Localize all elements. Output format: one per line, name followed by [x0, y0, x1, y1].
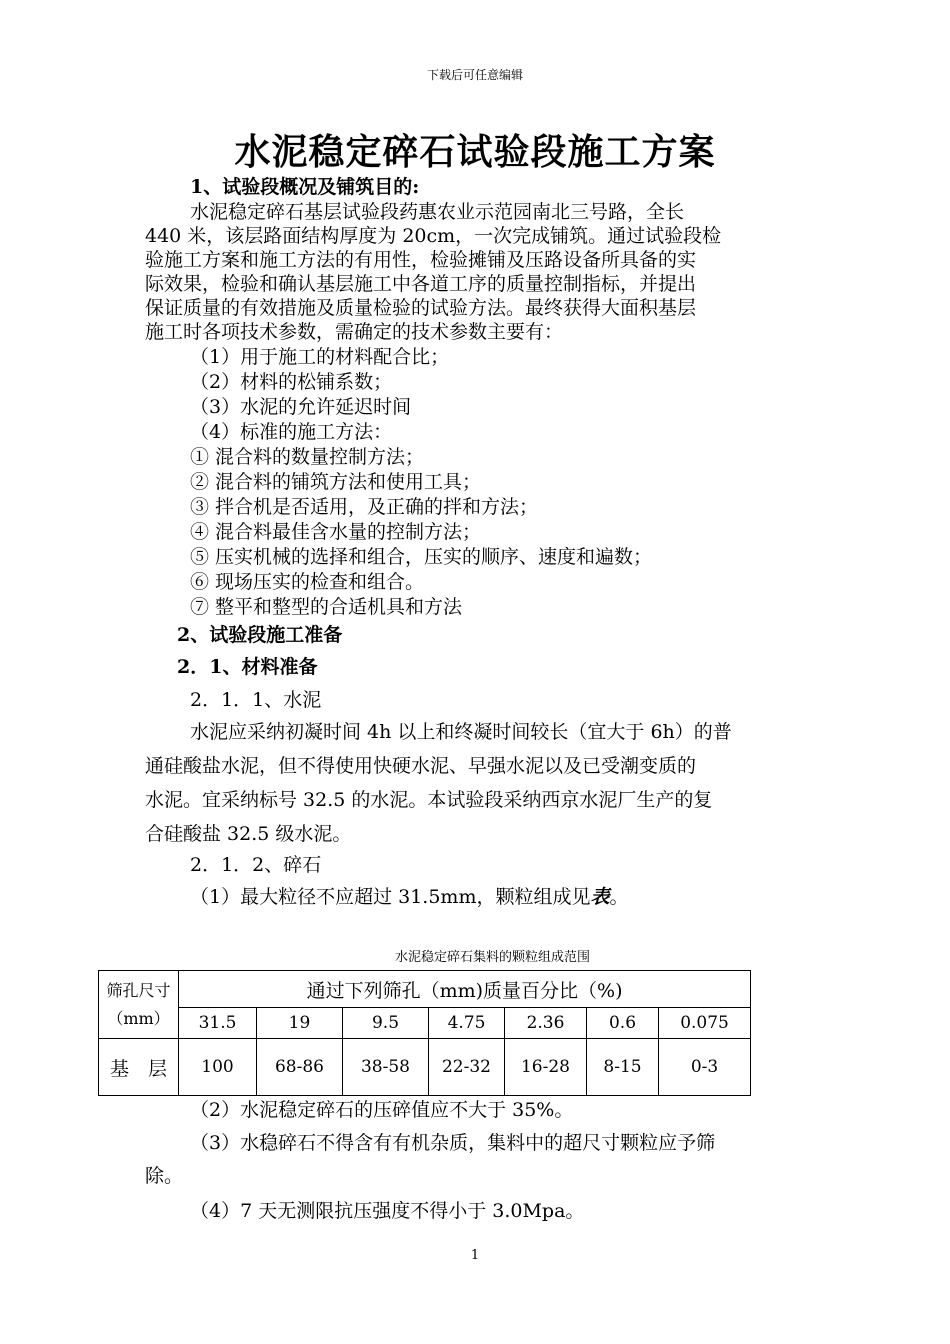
sieve-size-cell: 19 — [257, 1008, 343, 1039]
section1-para-line: 440 米，该层路面结构厚度为 20cm，一次完成铺筑。通过试验段检 — [145, 225, 722, 247]
param-item: （3）水泥的允许延迟时间 — [190, 396, 412, 418]
stone-item-2: （2）水泥稳定碎石的压碎值应不大于 35%。 — [190, 1099, 574, 1121]
sieve-size-cell: 4.75 — [429, 1008, 505, 1039]
document-title: 水泥稳定碎石试验段施工方案 — [234, 131, 716, 173]
cement-para-line: 水泥应采纳初凝时间 4h 以上和终凝时间较长（宜大于 6h）的普 — [190, 721, 732, 743]
stone-item-1-text: （1）最大粒径不应超过 31.5mm，颗粒组成见 — [190, 886, 591, 908]
value-cell: 68-86 — [257, 1039, 343, 1096]
stone-item-3: （3）水稳碎石不得含有有机杂质，集料中的超尺寸颗粒应予筛 — [190, 1132, 716, 1154]
stone-item-1 — [190, 882, 629, 909]
section1-para-line: 际效果，检验和确认基层施工中各道工序的质量控制指标，并提出 — [145, 273, 697, 295]
method-item: ⑦ 整平和整型的合适机具和方法 — [190, 596, 463, 618]
cement-para-line: 合硅酸盐 32.5 级水泥。 — [145, 823, 352, 845]
stone-item-4: （4）7 天无测限抗压强度不得小于 3.0Mpa。 — [190, 1200, 585, 1222]
section1-para-line: 验施工方案和施工方法的有用性，检验摊铺及压路设备所具备的实 — [145, 249, 697, 271]
method-item: ⑤ 压实机械的选择和组合，压实的顺序、速度和遍数； — [190, 546, 653, 568]
row-header-cell — [99, 971, 179, 1039]
sieve-size-cell: 9.5 — [343, 1008, 429, 1039]
method-item: ④ 混合料最佳含水量的控制方法； — [190, 521, 482, 543]
value-cell: 100 — [179, 1039, 257, 1096]
cement-heading: 2．1．1、水泥 — [190, 689, 322, 711]
value-cell: 22-32 — [429, 1039, 505, 1096]
value-cell: 38-58 — [343, 1039, 429, 1096]
sieve-size-cell: 31.5 — [179, 1008, 257, 1039]
page-header: 下载后可任意编辑 — [426, 68, 523, 82]
sieve-size-cell: 2.36 — [505, 1008, 587, 1039]
sieve-size-cell: 0.6 — [587, 1008, 659, 1039]
section1-para-line: 水泥稳定碎石基层试验段药惠农业示范园南北三号路，全长 — [190, 201, 685, 223]
method-item: ③ 拌合机是否适用，及正确的拌和方法； — [190, 496, 539, 518]
param-item: （2）材料的松铺系数； — [190, 371, 393, 393]
grain-size-table — [98, 970, 751, 1096]
stone-item-3-cont: 除。 — [145, 1165, 184, 1187]
subsection-heading: 2．1、材料准备 — [177, 656, 318, 678]
row-header-line: （mm） — [107, 1008, 170, 1028]
page-number: 1 — [470, 1248, 480, 1263]
param-item: （1）用于施工的材料配合比； — [190, 346, 450, 368]
section1-para-line: 施工时各项技术参数，需确定的技术参数主要有： — [145, 321, 564, 343]
method-item: ② 混合料的铺筑方法和使用工具； — [190, 471, 482, 493]
value-cell: 8-15 — [587, 1039, 659, 1096]
value-cell: 16-28 — [505, 1039, 587, 1096]
cement-para-line: 水泥。宜采纳标号 32.5 的水泥。本试验段采纳西京水泥厂生产的复 — [145, 789, 713, 811]
method-item: ① 混合料的数量控制方法； — [190, 446, 425, 468]
param-item: （4）标准的施工方法： — [190, 421, 393, 443]
stone-heading: 2．1．2、碎石 — [190, 854, 322, 876]
row-label-cell: 基 层 — [99, 1039, 179, 1096]
section2-heading: 2、试验段施工准备 — [177, 624, 343, 646]
cement-para-line: 通硅酸盐水泥，但不得使用快硬水泥、早强水泥以及已受潮变质的 — [145, 755, 697, 777]
value-cell: 0-3 — [659, 1039, 751, 1096]
span-header-cell: 通过下列筛孔（mm)质量百分比（%) — [179, 971, 751, 1008]
section1-para-line: 保证质量的有效措施及质量检验的试验方法。最终获得大面积基层 — [145, 297, 697, 319]
method-item: ⑥ 现场压实的检查和组合。 — [190, 571, 425, 593]
table-caption: 水泥稳定碎石集料的颗粒组成范围 — [395, 950, 591, 965]
sieve-size-cell: 0.075 — [659, 1008, 751, 1039]
stone-item-1-end: 。 — [609, 886, 629, 908]
section1-heading: 1、试验段概况及铺筑目的: — [190, 176, 420, 198]
table-reference: 表 — [590, 886, 610, 908]
row-header-line: 筛孔尺寸 — [106, 980, 171, 1000]
